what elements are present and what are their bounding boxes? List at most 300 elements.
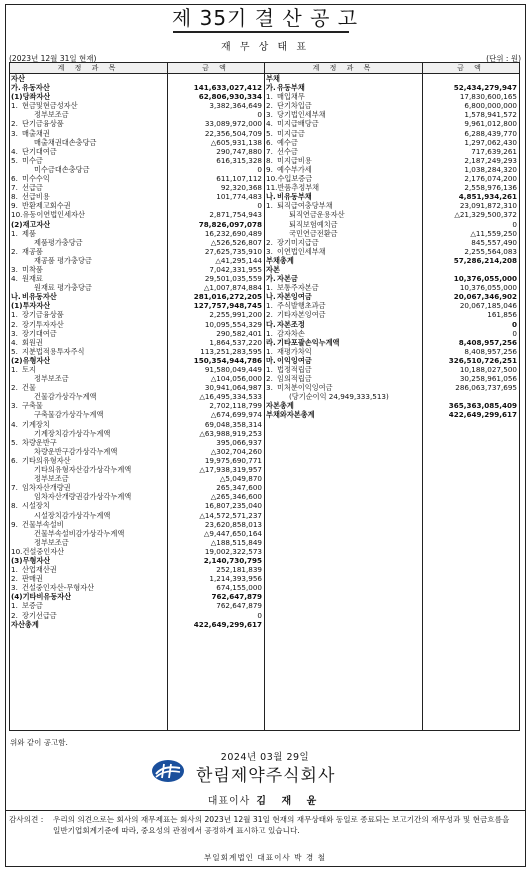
- announcement-note: 위와 같이 공고함.: [10, 738, 68, 747]
- account-label: 투자자산: [22, 301, 51, 311]
- table-row: [10, 520, 264, 529]
- account-cell: [10, 429, 168, 438]
- account-label: 유동이연법인세자산: [22, 210, 85, 220]
- account-label: 임의적립금: [277, 374, 312, 384]
- account-label: 감자차손: [277, 328, 305, 338]
- account-number: 1.: [11, 310, 18, 320]
- amount-cell: 1,214,393,956: [209, 574, 262, 584]
- amount-cell: 52,434,279,947: [453, 83, 517, 93]
- ceo-name: 김 재 윤: [256, 796, 323, 807]
- account-label: 국민연금전환금: [289, 228, 338, 238]
- amount-cell: △63,988,919,253: [199, 428, 262, 438]
- table-row: [10, 601, 264, 610]
- amount-cell: 10,376,055,000: [459, 283, 517, 293]
- amount-cell: [423, 392, 519, 401]
- account-cell: [10, 156, 168, 165]
- amount-cell: 0: [257, 110, 262, 120]
- account-label: 자본총계: [266, 401, 294, 411]
- account-cell: [265, 256, 423, 265]
- account-number: 3.: [11, 128, 18, 138]
- account-label: 자본: [266, 264, 280, 274]
- account-label: 현금및현금성자산: [22, 101, 78, 111]
- account-number: 2.: [266, 374, 273, 384]
- account-number: 3.: [11, 328, 18, 338]
- table-row: [10, 274, 264, 283]
- account-label: (당기순이익 24,949,333,513): [289, 392, 389, 402]
- account-cell: [10, 129, 168, 138]
- account-cell: [265, 310, 423, 319]
- account-cell: [265, 138, 423, 147]
- account-label: 단기대여금: [22, 146, 57, 156]
- account-cell: [265, 147, 423, 156]
- account-cell: [10, 74, 168, 83]
- date-note: (2023년 12월 31일 현재): [9, 54, 97, 63]
- account-label: 재공품: [22, 246, 43, 256]
- title-underline: [173, 31, 349, 33]
- amount-cell: 845,557,490: [471, 237, 517, 247]
- table-row: [265, 129, 519, 138]
- account-number: 6.: [266, 137, 273, 147]
- account-number: 나.: [266, 192, 276, 202]
- account-cell: [10, 265, 168, 274]
- account-cell: [265, 356, 423, 365]
- account-cell: [10, 447, 168, 456]
- account-number: 5.: [11, 346, 18, 356]
- table-row: [265, 310, 519, 319]
- account-cell: [10, 611, 168, 620]
- account-cell: [10, 110, 168, 119]
- table-row: [10, 165, 264, 174]
- account-cell: [265, 129, 423, 138]
- account-cell: [265, 320, 423, 329]
- account-cell: [10, 83, 168, 92]
- account-label: 보통주자본금: [277, 283, 319, 293]
- table-row: [265, 256, 519, 265]
- account-label: 임차자산개량권감가상각누계액: [34, 492, 132, 502]
- account-cell: [10, 347, 168, 356]
- table-row: [10, 110, 264, 119]
- amount-cell: △14,572,571,237: [199, 510, 262, 520]
- table-row: [10, 256, 264, 265]
- account-number: 2.: [11, 383, 18, 393]
- account-label: 이연법인세부채: [277, 246, 326, 256]
- account-cell: [265, 83, 423, 92]
- amount-cell: 78,826,097,078: [198, 219, 262, 229]
- amount-cell: 1,578,941,572: [464, 110, 517, 120]
- table-row: [265, 147, 519, 156]
- table-row: [10, 474, 264, 483]
- blank-cell: [10, 629, 168, 730]
- account-number: [10, 283, 22, 292]
- account-cell: [10, 92, 168, 101]
- amount-cell: 10,095,554,329: [204, 319, 262, 329]
- account-number: [10, 474, 22, 483]
- table-row: [265, 320, 519, 329]
- account-label: 기타의유형자산: [22, 455, 71, 465]
- table-row: [10, 392, 264, 401]
- amount-cell: 395,066,937: [216, 437, 262, 447]
- account-cell: [265, 274, 423, 283]
- account-number: 2.: [11, 610, 18, 620]
- account-label: 미수수익: [22, 174, 50, 184]
- table-row: [265, 192, 519, 201]
- header-account-left: 계 정 과 목: [10, 63, 168, 73]
- account-number: 1.: [11, 228, 18, 238]
- account-cell: [10, 483, 168, 492]
- table-row: [10, 119, 264, 128]
- account-cell: [265, 165, 423, 174]
- account-number: 1.: [266, 201, 273, 211]
- table-row: [10, 138, 264, 147]
- account-label: 건물부속설비감가상각누계액: [34, 528, 125, 538]
- auditor-signature: 부일회계법인 대표이사 박 경 철: [203, 853, 327, 862]
- amount-cell: 16,807,235,040: [204, 501, 262, 511]
- table-row: [265, 410, 519, 419]
- account-number: [265, 220, 277, 229]
- table-row: [10, 74, 264, 83]
- account-number: 4.: [11, 419, 18, 429]
- account-cell: [10, 310, 168, 319]
- account-cell: [10, 420, 168, 429]
- account-label: 미처분이익잉여금: [277, 383, 333, 393]
- table-row: [265, 174, 519, 183]
- account-cell: [10, 320, 168, 329]
- account-cell: [265, 410, 423, 419]
- table-row: [265, 101, 519, 110]
- amount-cell: 1,297,062,430: [464, 137, 517, 147]
- account-cell: [10, 474, 168, 483]
- account-label: 자본금: [277, 274, 298, 284]
- account-number: 1.: [266, 283, 273, 293]
- table-row: [10, 329, 264, 338]
- account-label: 정부보조금: [34, 110, 69, 120]
- amount-cell: 22,356,504,709: [204, 128, 262, 138]
- account-number: (2): [11, 219, 23, 229]
- account-label: 반품추정부채: [277, 183, 320, 193]
- amount-cell: 20,067,346,902: [453, 292, 517, 302]
- account-number: 2.: [266, 310, 273, 320]
- account-number: 나.: [11, 292, 21, 302]
- account-number: (2): [11, 355, 23, 365]
- amount-cell: 422,649,299,617: [448, 410, 517, 420]
- amount-cell: 3,382,364,649: [209, 101, 262, 111]
- account-cell: [265, 174, 423, 183]
- table-row: [10, 410, 264, 419]
- company-logo-icon: [151, 759, 185, 783]
- table-row: [10, 101, 264, 110]
- table-row: [10, 301, 264, 310]
- account-label: 미지급비용: [277, 155, 312, 165]
- statement-subtitle: 재 무 상 태 표: [220, 42, 309, 53]
- amount-cell: 2,176,074,200: [464, 174, 517, 184]
- account-cell: [10, 583, 168, 592]
- account-number: 2.: [266, 237, 273, 247]
- account-label: 원재료 평가충당금: [34, 283, 92, 293]
- account-label: 구축물: [22, 401, 43, 411]
- table-row: [10, 174, 264, 183]
- account-number: 8.: [266, 155, 273, 165]
- account-cell: [10, 210, 168, 219]
- account-number: 3.: [266, 246, 273, 256]
- account-label: 매입채무: [277, 92, 305, 102]
- account-cell: [265, 292, 423, 301]
- account-cell: [265, 329, 423, 338]
- account-number: [265, 229, 277, 238]
- table-row: [10, 583, 264, 592]
- account-cell: [265, 220, 423, 229]
- account-label: 무형자산: [22, 555, 51, 565]
- account-cell: [265, 283, 423, 292]
- account-cell: [10, 356, 168, 365]
- amount-cell: 10,376,055,000: [453, 274, 517, 284]
- table-row: [10, 456, 264, 465]
- account-number: 2.: [11, 319, 18, 329]
- amount-cell: [423, 74, 519, 83]
- account-label: 재고자산: [22, 219, 51, 229]
- account-number: [10, 165, 22, 174]
- table-row: [265, 392, 519, 401]
- account-number: 5.: [266, 128, 273, 138]
- account-number: 4.: [11, 146, 18, 156]
- table-row: [265, 274, 519, 283]
- account-number: 6.: [11, 455, 18, 465]
- account-cell: [10, 465, 168, 474]
- table-row: [10, 565, 264, 574]
- account-label: 매출채권대손충당금: [34, 137, 97, 147]
- account-cell: [10, 529, 168, 538]
- account-cell: [10, 220, 168, 229]
- account-cell: [10, 492, 168, 501]
- account-label: 유동자산: [22, 83, 50, 93]
- table-row: [265, 374, 519, 383]
- account-label: 제품평가충당금: [34, 237, 83, 247]
- account-label: 수입보증금: [277, 174, 313, 184]
- account-number: 1.: [266, 346, 273, 356]
- amount-cell: 161,856: [487, 310, 517, 320]
- amount-cell: △674,699,974: [210, 410, 262, 420]
- account-label: 유형자산: [22, 355, 51, 365]
- table-row: [265, 183, 519, 192]
- account-cell: [10, 292, 168, 301]
- table-row: [10, 401, 264, 410]
- account-label: 장기금융상품: [22, 310, 64, 320]
- account-cell: [10, 247, 168, 256]
- account-number: 4.: [11, 274, 18, 284]
- account-label: 선급비용: [22, 192, 50, 202]
- account-number: [10, 256, 22, 265]
- table-row: [265, 365, 519, 374]
- account-cell: [10, 556, 168, 565]
- account-number: [265, 210, 277, 219]
- table-row: [265, 401, 519, 410]
- table-row: [10, 156, 264, 165]
- table-row: [10, 611, 264, 620]
- account-cell: [265, 374, 423, 383]
- table-row: [265, 92, 519, 101]
- account-label: 기계장치: [22, 419, 50, 429]
- account-cell: [10, 101, 168, 110]
- amount-cell: 92,320,368: [220, 183, 262, 193]
- account-cell: [10, 174, 168, 183]
- account-cell: [10, 511, 168, 520]
- account-label: 시설장치: [22, 501, 50, 511]
- account-label: 단기차입금: [277, 101, 312, 111]
- header-account-right: 계 정 과 목: [265, 63, 423, 73]
- account-cell: [265, 265, 423, 274]
- amount-cell: △5,049,870: [219, 474, 262, 484]
- account-label: 토지: [22, 365, 36, 374]
- account-number: 가.: [266, 274, 276, 284]
- amount-cell: [168, 74, 264, 83]
- amount-cell: 616,315,328: [216, 155, 262, 165]
- ceo-line: [0, 792, 530, 807]
- amount-cell: 17,830,600,165: [459, 92, 517, 102]
- table-row: [10, 492, 264, 501]
- amount-cell: 10,188,027,500: [459, 365, 517, 374]
- account-number: [10, 392, 22, 401]
- amount-cell: 717,639,261: [471, 146, 517, 156]
- account-cell: [10, 410, 168, 419]
- account-cell: [10, 574, 168, 583]
- account-label: 시설장치감가상각누계액: [34, 510, 111, 520]
- account-label: 비유동부채: [277, 192, 312, 202]
- amount-cell: 1,038,284,320: [464, 164, 517, 174]
- account-cell: [265, 383, 423, 392]
- table-row: [265, 210, 519, 219]
- audit-label: 감사의견 :: [9, 815, 44, 824]
- amount-cell: 33,089,972,000: [204, 119, 262, 129]
- amount-cell: 2,255,564,083: [464, 246, 517, 256]
- amount-cell: △188,515,849: [210, 537, 262, 547]
- amount-cell: 69,048,358,314: [204, 419, 262, 429]
- account-number: [10, 465, 22, 474]
- table-row: [10, 320, 264, 329]
- account-cell: [10, 192, 168, 201]
- account-label: 산업재산권: [22, 565, 57, 575]
- amount-cell: △11,559,250: [470, 228, 517, 238]
- account-label: 미수금대손충당금: [34, 164, 90, 174]
- amount-cell: 4,851,934,261: [458, 192, 517, 202]
- amount-cell: 2,871,754,943: [209, 210, 262, 220]
- account-cell: [10, 520, 168, 529]
- amount-cell: 2,187,249,293: [464, 155, 517, 165]
- table-row: [265, 347, 519, 356]
- account-cell: [10, 183, 168, 192]
- account-label: 당좌자산: [22, 92, 51, 102]
- table-row: [10, 365, 264, 374]
- amount-cell: 19,975,690,771: [204, 455, 262, 465]
- announcement-date: 2024년 03월 29일: [220, 752, 310, 763]
- account-number: 8.: [11, 192, 18, 202]
- account-label: 퇴직급여충당부채: [277, 201, 333, 211]
- table-row: [10, 529, 264, 538]
- account-number: 9.: [11, 201, 18, 211]
- account-label: 구축물감가상각누계액: [34, 410, 104, 420]
- account-cell: [10, 438, 168, 447]
- table-row: [265, 238, 519, 247]
- table-row: [10, 556, 264, 565]
- account-number: 1.: [266, 92, 273, 102]
- amount-cell: 6,800,000,000: [464, 101, 517, 111]
- account-cell: [265, 347, 423, 356]
- table-row: [10, 438, 264, 447]
- account-label: 장기대여금: [22, 328, 57, 338]
- account-number: 9.: [266, 164, 273, 174]
- amount-cell: 290,582,401: [216, 328, 262, 338]
- table-header-row: [10, 63, 519, 74]
- table-row: [265, 283, 519, 292]
- account-number: [10, 538, 22, 547]
- table-row: [10, 501, 264, 510]
- account-number: 10.: [11, 546, 23, 556]
- amount-cell: 127,757,948,745: [193, 301, 262, 311]
- liabilities-equity-column: [264, 74, 519, 730]
- amount-cell: 9,961,012,800: [464, 119, 517, 129]
- account-label: 미지급금: [277, 128, 305, 138]
- amount-cell: △526,526,807: [210, 237, 262, 247]
- account-number: 3.: [11, 264, 18, 274]
- account-number: 8.: [11, 501, 18, 511]
- amount-cell: 422,649,299,617: [193, 619, 262, 629]
- account-label: 비유동자산: [22, 292, 57, 302]
- account-label: 재평가차익: [277, 346, 312, 356]
- blank-area: [10, 629, 264, 730]
- account-label: 장기미지급금: [277, 237, 319, 247]
- account-cell: [10, 365, 168, 374]
- table-row: [10, 310, 264, 319]
- account-number: [10, 529, 22, 538]
- table-row: [10, 356, 264, 365]
- amount-cell: 365,363,085,409: [448, 401, 517, 411]
- account-number: 나.: [266, 292, 276, 302]
- account-number: 다.: [266, 319, 276, 329]
- header-amount-right: 금 액: [457, 64, 485, 72]
- amount-cell: 762,647,879: [211, 592, 262, 602]
- account-cell: [265, 192, 423, 201]
- table-row: [10, 538, 264, 547]
- table-row: [265, 265, 519, 274]
- account-label: 자산총계: [11, 619, 39, 629]
- amount-cell: 20,067,185,046: [459, 301, 517, 311]
- table-row: [10, 620, 264, 629]
- amount-cell: 6,288,439,770: [464, 128, 517, 138]
- amount-cell: 0: [257, 610, 262, 620]
- account-number: 1.: [11, 101, 18, 111]
- account-label: 임차자산개량권: [22, 483, 71, 493]
- table-row: [10, 192, 264, 201]
- account-number: [10, 492, 22, 501]
- amount-cell: 16,232,690,489: [204, 228, 262, 238]
- account-cell: [10, 229, 168, 238]
- account-number: [10, 410, 22, 419]
- account-label: 미착품: [22, 264, 43, 274]
- table-row: [10, 210, 264, 219]
- account-number: 6.: [11, 174, 18, 184]
- account-number: 10.: [266, 174, 278, 184]
- account-label: 기계장치감가상각누계액: [34, 428, 111, 438]
- account-label: 유동부채: [277, 83, 305, 93]
- account-cell: [10, 456, 168, 465]
- account-cell: [10, 620, 168, 629]
- amount-cell: △265,346,600: [210, 492, 262, 502]
- account-number: 7.: [11, 483, 18, 493]
- account-label: 기타비유동자산: [22, 592, 72, 602]
- account-number: 1.: [11, 565, 18, 575]
- account-number: [10, 429, 22, 438]
- account-number: 1.: [266, 365, 273, 374]
- account-number: 3.: [11, 401, 18, 411]
- account-label: 선급금: [22, 183, 43, 193]
